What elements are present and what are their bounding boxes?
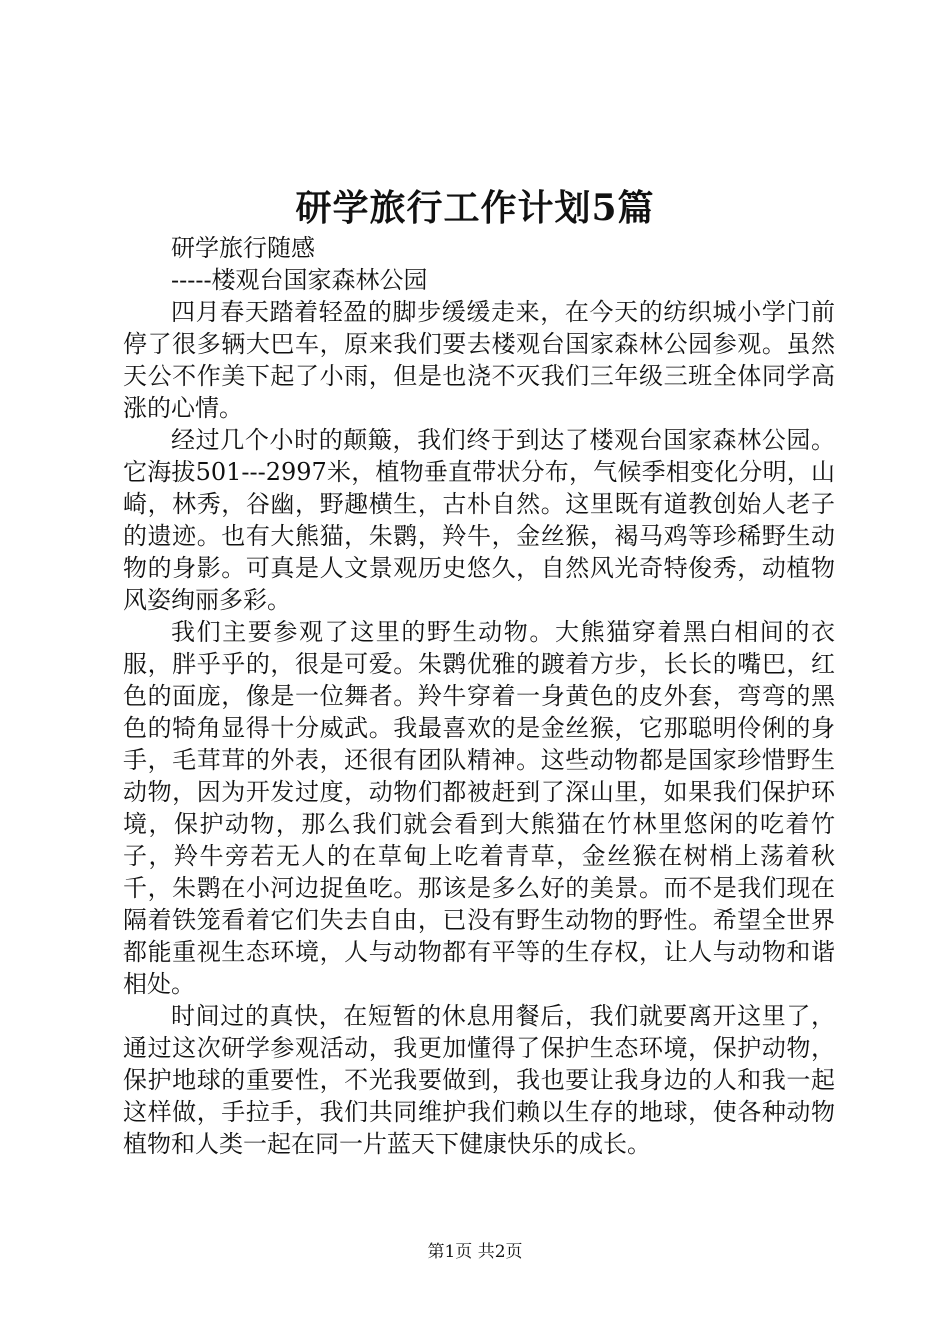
paragraph-3: 我们主要参观了这里的野生动物。大熊猫穿着黑白相间的衣服，胖乎乎的，很是可爱。朱鹮优雅的踱着方步，长长的嘴巴，红色的面庞，像是一位舞者。羚牛穿着一身黄色的皮外套，弯弯的黑色的犄角显得十分威武。我最喜欢的是金丝猴，它那聪明伶俐的身手，毛茸茸的外表，还很有团队精神。这些动物都是国家珍惜野生动物，因为开发过度，动物们都被赶到了深山里，如果我们保护环境，保护动物，那么我们就会看到大熊猫在竹林里悠闲的吃着竹子，羚牛旁若无人的在草甸上吃着青草，金丝猴在树梢上荡着秋千，朱鹮在小河边捉鱼吃。那该是多么好的美景。而不是我们现在隔着铁笼看着它们失去自由，已没有野生动物的野性。希望全世界都能重视生态环境，人与动物都有平等的生存权，让人与动物和谐相处。	[123, 618, 835, 998]
paragraph-2: 经过几个小时的颠簸，我们终于到达了楼观台国家森林公园。它海拔501---2997米，植物垂直带状分布，气候季相变化分明，山崎，林秀，谷幽，野趣横生，古朴自然。这里既有道教创始人老子的遗迹。也有大熊猫，朱鹮，羚牛，金丝猴，褐马鸡等珍稀野生动物的身影。可真是人文景观历史悠久，自然风光奇特俊秀，动植物风姿绚丽多彩。	[123, 426, 835, 614]
subtitle: 研学旅行随感	[171, 234, 315, 262]
document-body	[123, 232, 835, 1160]
document-title: 研学旅行工作计划5篇	[295, 187, 655, 229]
location-line: -----楼观台国家森林公园	[171, 266, 428, 294]
page-footer: 第1页 共2页	[427, 1242, 523, 1262]
paragraph-1: 四月春天踏着轻盈的脚步缓缓走来，在今天的纺织城小学门前停了很多辆大巴车，原来我们要去楼观台国家森林公园参观。虽然天公不作美下起了小雨，但是也浇不灭我们三年级三班全体同学高涨的心情。	[123, 298, 835, 422]
paragraph-4: 时间过的真快，在短暂的休息用餐后，我们就要离开这里了，通过这次研学参观活动，我更加懂得了保护生态环境，保护动物，保护地球的重要性，不光我要做到，我也要让我身边的人和我一起这样做，手拉手，我们共同维护我们赖以生存的地球，使各种动物植物和人类一起在同一片蓝天下健康快乐的成长。	[123, 1002, 835, 1158]
